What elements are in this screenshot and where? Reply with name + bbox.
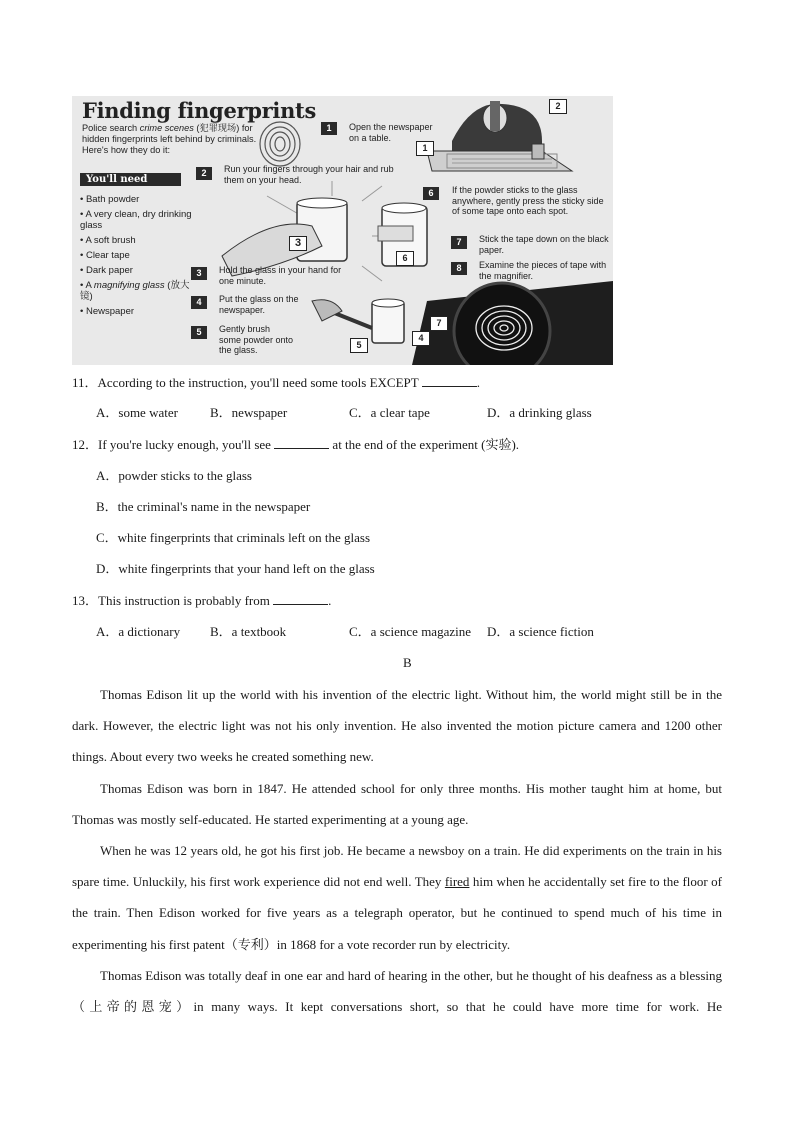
answer-blank	[273, 592, 328, 605]
illustration-number: 5	[350, 338, 368, 353]
needs-list	[80, 194, 200, 321]
answer-blank	[274, 436, 329, 449]
option-a: A．a dictionary	[96, 624, 181, 639]
step-text: Gently brush some powder onto the glass.	[219, 324, 294, 355]
step-text: Run your fingers through your hair and rub them on your head.	[224, 164, 394, 185]
paragraph-text: him when he accidentally set fire to the floor of the train. Then Edison worked for five years as a telegraph operator, but he continued to spend much of his time in experimenting his first patent（专利）in 1868 for a vote recorder run by electricity.	[72, 874, 722, 952]
finding-fingerprints-infographic	[72, 96, 613, 365]
need-text: • A	[80, 280, 94, 291]
option-b: B．a textbook	[210, 624, 287, 639]
need-item: • Dark paper	[80, 265, 133, 276]
step-number: 1	[321, 122, 337, 135]
illustration-number: 2	[549, 99, 567, 114]
question-stem: 12．If you're lucky enough, you'll see	[72, 437, 275, 452]
illustration-number: 4	[412, 331, 430, 346]
option-a: A．some water	[96, 405, 178, 420]
question-stem-end: .	[476, 375, 480, 390]
step-number: 5	[191, 326, 207, 339]
paragraph-text: When he was 12 years old, he got his first job. He became a newsboy on a train. He did experiments on the train in his spare time. Unluckily, his first work experience did not end well. They	[72, 843, 722, 890]
intro-emphasis: crime scenes	[139, 123, 194, 133]
need-item: • A soft brush	[80, 235, 136, 246]
passage	[72, 679, 722, 1022]
need-item	[80, 280, 200, 302]
need-item: • Bath powder	[80, 194, 140, 205]
question-stem-end: at the end of the experiment (实验).	[329, 437, 520, 452]
step-text: Examine the pieces of tape with the magnifier.	[479, 260, 607, 281]
question-stem-end: .	[328, 593, 332, 608]
step-text: Hold the glass in your hand for one minute.	[219, 265, 342, 286]
illustration-number: 6	[396, 251, 414, 266]
question-11	[72, 374, 480, 391]
option-c: C．a clear tape	[349, 405, 430, 420]
paragraph: Thomas Edison was totally deaf in one ear and hard of hearing in the other, but he thought of his deafness as a blessing（上帝的恩宠）in many ways. It kept conversations short, so that he could have more time for work. He	[72, 967, 722, 1015]
option-d: D．a drinking glass	[487, 405, 592, 420]
option-c: C．white fingerprints that criminals left on the glass	[96, 530, 371, 545]
step-number: 7	[451, 236, 467, 249]
answer-blank	[422, 374, 477, 387]
step-text: Put the glass on the newspaper.	[219, 294, 299, 315]
step-number: 8	[451, 262, 467, 275]
need-item: • Clear tape	[80, 250, 130, 261]
option-d: D．white fingerprints that your hand left on the glass	[96, 561, 375, 576]
step-text: Stick the tape down on the black paper.	[479, 234, 609, 255]
step-text: If the powder sticks to the glass anywhere, gently press the sticky side of some tape onto each spot.	[452, 185, 604, 216]
you-need-heading: You'll need	[80, 173, 181, 186]
need-item: • A very clean, dry drinking glass	[80, 209, 192, 231]
option-b: B．newspaper	[210, 405, 288, 420]
option-c: C．a science magazine	[349, 624, 471, 639]
infographic-intro	[82, 123, 262, 156]
infographic-title: Finding fingerprints	[82, 98, 316, 123]
step-text: Open the newspaper on a table.	[349, 122, 433, 143]
section-label: B	[403, 655, 412, 670]
option-b: B．the criminal's name in the newspaper	[96, 499, 311, 514]
need-item: • Newspaper	[80, 306, 135, 317]
question-stem: 13．This instruction is probably from	[72, 593, 274, 608]
need-emphasis: magnifying glass	[93, 280, 165, 291]
intro-text-2: (犯罪现场) for hidden fingerprints left behind by criminals. Here's how they do it:	[82, 123, 257, 155]
need-text: (放大镜)	[80, 280, 190, 302]
option-d: D．a science fiction	[487, 624, 594, 639]
option-a: A．powder sticks to the glass	[96, 468, 252, 483]
question-12	[72, 436, 519, 453]
illustration-number: 7	[430, 316, 448, 331]
paragraph	[72, 835, 722, 960]
step-number: 6	[423, 187, 439, 200]
step-number: 3	[191, 267, 207, 280]
paragraph: Thomas Edison lit up the world with his invention of the electric light. Without him, the world might still be in the dark. However, the electric light was not his only invention. He also invented the motion picture camera and 1200 other things. About every two weeks he created something new.	[72, 687, 722, 765]
illustration-number: 3	[289, 236, 307, 251]
underlined-word: fired	[444, 874, 470, 890]
step-number: 2	[196, 167, 212, 180]
question-stem: 11．According to the instruction, you'll need some tools EXCEPT	[72, 375, 422, 390]
fingerprint-illustration	[260, 122, 300, 166]
step-number: 4	[191, 296, 207, 309]
brush-glass-illustration	[312, 299, 404, 343]
intro-text: Police search	[82, 123, 140, 133]
paragraph: Thomas Edison was born in 1847. He attended school for only three months. His mother taught him at home, but Thomas was mostly self-educated. He started experimenting at a young age.	[72, 780, 722, 827]
illustration-number: 1	[416, 141, 434, 156]
question-13	[72, 592, 331, 609]
